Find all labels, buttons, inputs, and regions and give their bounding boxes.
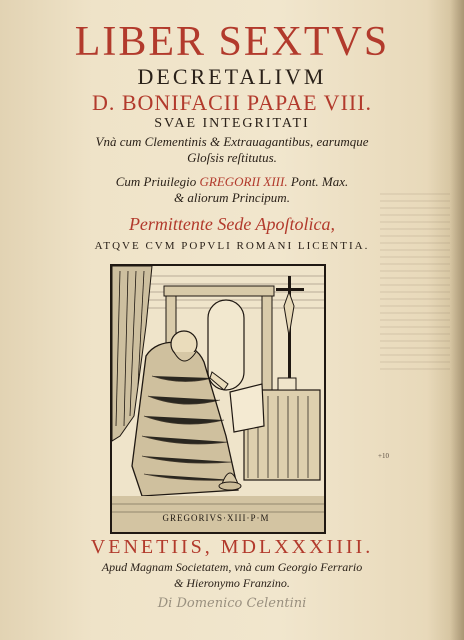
title-line-3: D. BONIFACII PAPAE VIII. — [91, 90, 373, 115]
woodcut-caption: GREGORIVS·XIII·P·M — [162, 513, 270, 523]
privilege-line-1 — [0, 174, 464, 190]
privilege-prefix: Cum Priuilegio — [115, 174, 197, 189]
title-line-2: DECRETALIVM — [137, 64, 327, 89]
permission-line-2: ATQVE CVM POPVLI ROMANI LICENTIA. — [94, 240, 370, 252]
title-line-5: Vnà cum Clementinis & Extrauagantibus, earumque — [95, 134, 369, 149]
margin-note: +10 — [378, 452, 389, 460]
woodcut-illustration — [110, 264, 326, 534]
imprint-place-date: VENETIIS, MDLXXXIIII. — [90, 536, 374, 558]
title-line-1: LIBER SEXTVS — [74, 19, 390, 65]
permission-line-1: Permittente Sede Apoſtolica, — [128, 214, 336, 234]
privilege-suffix: Pont. Max. — [290, 174, 349, 189]
manuscript-ownership-note: Di Domenico Celentini — [157, 596, 307, 611]
imprint-publisher-2: & Hieronymo Franzino. — [174, 576, 290, 590]
title-line-4: SVAE INTEGRITATI — [154, 116, 310, 131]
privilege-line-2: & aliorum Principum. — [174, 190, 290, 205]
privilege-name: GREGORII XIII. — [199, 174, 288, 189]
imprint-publisher-1: Apud Magnam Societatem, vnà cum Georgio Ferrario — [101, 560, 363, 574]
title-line-6: Gloſsis reſtitutus. — [187, 150, 277, 165]
